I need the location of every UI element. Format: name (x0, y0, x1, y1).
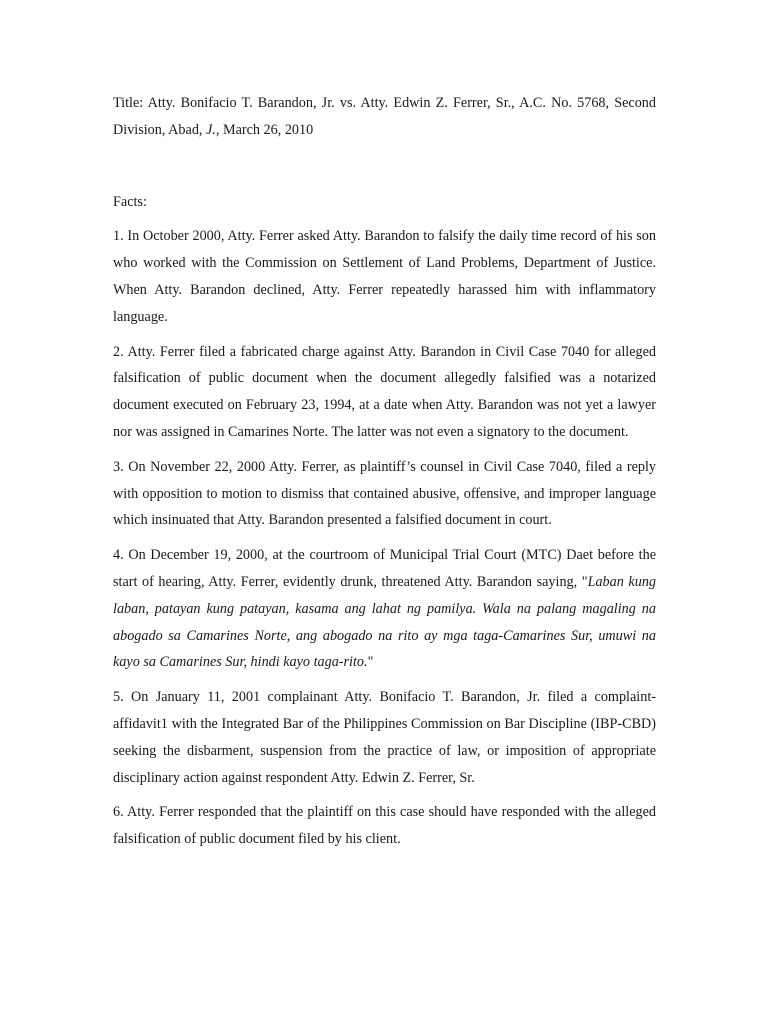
fact-item-3 (113, 454, 656, 534)
fact-text: 2. Atty. Ferrer filed a fabricated charge against Atty. Barandon in Civil Case 7040 for alleged falsification of public document when the document allegedly falsified was a notarized document executed on February 23, 1994, at a date when Atty. Barandon was not yet a lawyer nor was assigned in Camarines Norte. The latter was not even a signatory to the document. (113, 343, 656, 440)
fact-item-2 (113, 339, 656, 446)
fact-item-6 (113, 799, 656, 853)
fact-text: 1. In October 2000, Atty. Ferrer asked Atty. Barandon to falsify the daily time record of his son who worked with the Commission on Settlement of Land Problems, Department of Justice. When Atty. Barandon declined, Atty. Ferrer repeatedly harassed him with inflammatory language. (113, 228, 656, 325)
fact-item-5 (113, 684, 656, 791)
fact-text: 6. Atty. Ferrer responded that the plaintiff on this case should have responded with the alleged falsification of public document filed by his client. (113, 804, 656, 848)
quoted-threat: Laban kung laban, patayan kung patayan, kasama ang lahat ng pamilya. Wala na palang magaling na abogado sa Camarines Norte, ang abogado na rito ay mga taga-Camarines Sur, umuwi na kayo sa Camarines Sur, hindi kayo taga-rito. (113, 573, 657, 671)
case-title (113, 90, 656, 144)
fact-item-4 (113, 542, 656, 676)
justice-abbreviation: J., (206, 121, 220, 138)
case-title-text: Title: Atty. Bonifacio T. Barandon, Jr. vs. Atty. Edwin Z. Ferrer, Sr., A.C. No. 5768, Second Division, Abad, (113, 95, 656, 138)
fact-item-1 (113, 223, 656, 330)
document-page (113, 90, 656, 861)
case-date: March 26, 2010 (219, 121, 314, 138)
fact-text: 5. On January 11, 2001 complainant Atty. Bonifacio T. Barandon, Jr. filed a complaint-affidavit1 with the Integrated Bar of the Philippines Commission on Bar Discipline (IBP-CBD) seeking the disbarment, suspension from the practice of law, or imposition of appropriate disciplinary action against respondent Atty. Edwin Z. Ferrer, Sr. (113, 689, 656, 786)
closing-quote: " (367, 654, 374, 671)
facts-heading: Facts: (113, 193, 147, 210)
fact-text: 3. On November 22, 2000 Atty. Ferrer, as plaintiff’s counsel in Civil Case 7040, filed a reply with opposition to motion to dismiss that contained abusive, offensive, and improper language which insinuated that Atty. Barandon presented a falsified document in court. (113, 458, 656, 529)
fact-text: 4. On December 19, 2000, at the courtroom of Municipal Trial Court (MTC) Daet before the start of hearing, Atty. Ferrer, evidently drunk, threatened Atty. Barandon saying, " (113, 547, 656, 590)
